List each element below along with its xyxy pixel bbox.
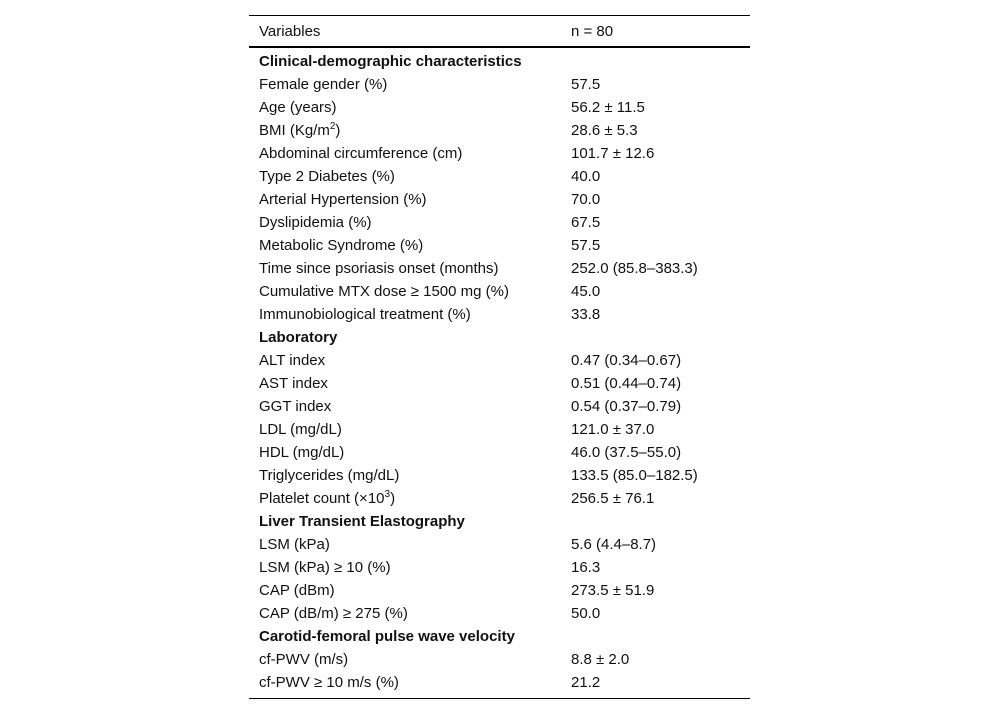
value-cell: 0.47 (0.34–0.67) xyxy=(571,352,682,369)
label-text: CAP (dBm) xyxy=(259,582,335,599)
variable-label xyxy=(249,651,571,668)
label-text: Immunobiological treatment (%) xyxy=(259,306,471,323)
section-header-row xyxy=(249,326,750,349)
label-text: Clinical-demographic characteristics xyxy=(259,53,522,70)
table-row xyxy=(249,211,750,234)
value-cell: 16.3 xyxy=(571,559,601,576)
label-text: HDL (mg/dL) xyxy=(259,444,345,461)
value-cell: 273.5 ± 51.9 xyxy=(571,582,655,599)
variable-label xyxy=(249,490,571,507)
value-cell: 101.7 ± 12.6 xyxy=(571,145,655,162)
variable-label xyxy=(249,605,571,622)
table-row xyxy=(249,579,750,602)
label-text: Carotid-femoral pulse wave velocity xyxy=(259,628,515,645)
variable-label xyxy=(249,191,571,208)
table-row xyxy=(249,395,750,418)
data-table xyxy=(249,15,750,699)
variable-label xyxy=(249,122,571,139)
value-cell: 46.0 (37.5–55.0) xyxy=(571,444,682,461)
label-text: AST index xyxy=(259,375,328,392)
value-cell: 50.0 xyxy=(571,605,601,622)
section-label xyxy=(249,628,571,645)
variable-label xyxy=(249,398,571,415)
variable-label xyxy=(249,536,571,553)
label-text: LDL (mg/dL) xyxy=(259,421,342,438)
value-cell: 45.0 xyxy=(571,283,601,300)
value-cell: 0.54 (0.37–0.79) xyxy=(571,398,682,415)
value-cell: 121.0 ± 37.0 xyxy=(571,421,655,438)
table-header xyxy=(249,16,750,46)
section-label xyxy=(249,53,571,70)
variable-label xyxy=(249,283,571,300)
label-suffix: ) xyxy=(335,122,341,139)
variable-label xyxy=(249,582,571,599)
value-cell: 8.8 ± 2.0 xyxy=(571,651,630,668)
table-row xyxy=(249,556,750,579)
label-text: Metabolic Syndrome (%) xyxy=(259,237,424,254)
table-row xyxy=(249,142,750,165)
variable-label xyxy=(249,237,571,254)
value-cell: 57.5 xyxy=(571,237,601,254)
value-cell: 5.6 (4.4–8.7) xyxy=(571,536,657,553)
header-n: n = 80 xyxy=(571,22,614,40)
label-text: GGT index xyxy=(259,398,332,415)
label-text: LSM (kPa) xyxy=(259,536,330,553)
table-body xyxy=(249,48,750,698)
table-row xyxy=(249,464,750,487)
value-cell: 252.0 (85.8–383.3) xyxy=(571,260,698,277)
label-text: Age (years) xyxy=(259,99,337,116)
variable-label xyxy=(249,168,571,185)
variable-label xyxy=(249,214,571,231)
value-cell: 57.5 xyxy=(571,76,601,93)
value-cell: 67.5 xyxy=(571,214,601,231)
label-text: CAP (dB/m) ≥ 275 (%) xyxy=(259,605,408,622)
section-label xyxy=(249,513,571,530)
label-suffix: ) xyxy=(390,490,396,507)
table-row xyxy=(249,349,750,372)
variable-label xyxy=(249,145,571,162)
table-row xyxy=(249,303,750,326)
label-text: Arterial Hypertension (%) xyxy=(259,191,427,208)
table-row xyxy=(249,487,750,510)
variable-label xyxy=(249,467,571,484)
value-cell: 133.5 (85.0–182.5) xyxy=(571,467,698,484)
table-row xyxy=(249,73,750,96)
table-row xyxy=(249,188,750,211)
label-text: Female gender (%) xyxy=(259,76,388,93)
label-text: Liver Transient Elastography xyxy=(259,513,465,530)
value-cell: 70.0 xyxy=(571,191,601,208)
table-row xyxy=(249,280,750,303)
table-row xyxy=(249,257,750,280)
label-superscript: 2 xyxy=(329,121,336,132)
variable-label xyxy=(249,559,571,576)
table-row xyxy=(249,602,750,625)
label-text: Cumulative MTX dose ≥ 1500 mg (%) xyxy=(259,283,509,300)
bottom-rule xyxy=(249,698,750,699)
value-cell: 256.5 ± 76.1 xyxy=(571,490,655,507)
table-row xyxy=(249,119,750,142)
variable-label xyxy=(249,352,571,369)
variable-label xyxy=(249,421,571,438)
table-row xyxy=(249,234,750,257)
variable-label xyxy=(249,375,571,392)
value-cell: 56.2 ± 11.5 xyxy=(571,99,645,116)
header-variables: Variables xyxy=(259,22,321,40)
label-superscript: 3 xyxy=(384,489,391,500)
value-cell: 40.0 xyxy=(571,168,601,185)
label-text: cf-PWV ≥ 10 m/s (%) xyxy=(259,674,399,691)
label-text: Platelet count (×10 xyxy=(259,490,385,507)
label-text: Type 2 Diabetes (%) xyxy=(259,168,395,185)
label-text: Dyslipidemia (%) xyxy=(259,214,372,231)
variable-label xyxy=(249,76,571,93)
label-text: BMI (Kg/m xyxy=(259,122,330,139)
value-cell: 28.6 ± 5.3 xyxy=(571,122,638,139)
label-text: LSM (kPa) ≥ 10 (%) xyxy=(259,559,391,576)
variable-label xyxy=(249,674,571,691)
value-cell: 21.2 xyxy=(571,674,601,691)
label-text: Abdominal circumference (cm) xyxy=(259,145,463,162)
table-row xyxy=(249,441,750,464)
section-header-row xyxy=(249,510,750,533)
variable-label xyxy=(249,306,571,323)
variable-label xyxy=(249,444,571,461)
table-row xyxy=(249,533,750,556)
label-text: cf-PWV (m/s) xyxy=(259,651,349,668)
table-row xyxy=(249,418,750,441)
table-row xyxy=(249,96,750,119)
table-row xyxy=(249,372,750,395)
variable-label xyxy=(249,99,571,116)
variable-label xyxy=(249,260,571,277)
table-row xyxy=(249,165,750,188)
label-text: Triglycerides (mg/dL) xyxy=(259,467,400,484)
label-text: Time since psoriasis onset (months) xyxy=(259,260,499,277)
table-row xyxy=(249,671,750,694)
value-cell: 33.8 xyxy=(571,306,601,323)
label-text: ALT index xyxy=(259,352,326,369)
section-header-row xyxy=(249,50,750,73)
section-header-row xyxy=(249,625,750,648)
table-row xyxy=(249,648,750,671)
section-label xyxy=(249,329,571,346)
value-cell: 0.51 (0.44–0.74) xyxy=(571,375,682,392)
label-text: Laboratory xyxy=(259,329,338,346)
